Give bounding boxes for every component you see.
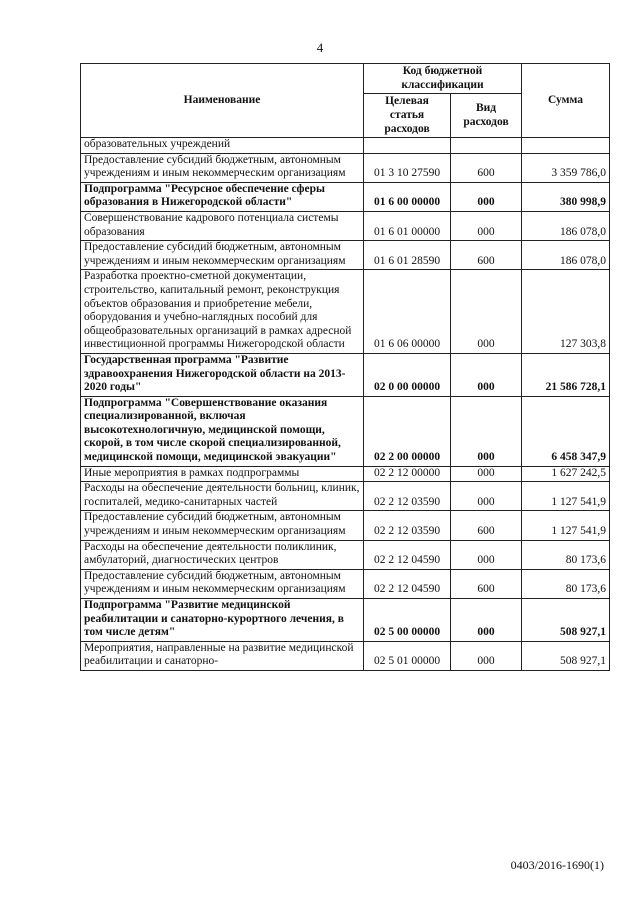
- row-sum-cell: 1 127 541,9: [522, 511, 610, 540]
- row-code-cell: 02 2 12 00000: [364, 466, 451, 482]
- row-type-cell: 600: [451, 569, 522, 598]
- table-row: [81, 270, 610, 354]
- row-sum-cell: 1 127 541,9: [522, 482, 610, 511]
- row-type-cell: 000: [451, 182, 522, 211]
- row-code-cell: 02 2 00 00000: [364, 396, 451, 466]
- row-type-cell: 600: [451, 153, 522, 182]
- row-type-cell: 000: [451, 641, 522, 670]
- row-sum-cell: 186 078,0: [522, 211, 610, 240]
- row-code-cell: 02 2 12 03590: [364, 511, 451, 540]
- row-code-cell: 02 2 12 04590: [364, 540, 451, 569]
- row-sum-cell: 508 927,1: [522, 641, 610, 670]
- budget-table: [80, 63, 610, 671]
- row-sum-cell: 127 303,8: [522, 270, 610, 354]
- table-row: [81, 241, 610, 270]
- row-name-cell: Предоставление субсидий бюджетным, автономным учреждениям и иным некоммерческим организациям: [81, 511, 364, 540]
- row-code-cell: 02 2 12 04590: [364, 569, 451, 598]
- table-row: [81, 540, 610, 569]
- row-code-cell: [364, 138, 451, 154]
- row-name-cell: Предоставление субсидий бюджетным, автономным учреждениям и иным некоммерческим организациям: [81, 569, 364, 598]
- row-code-cell: 02 5 01 00000: [364, 641, 451, 670]
- row-sum-cell: 380 998,9: [522, 182, 610, 211]
- table-row: [81, 466, 610, 482]
- header-name: Наименование: [81, 64, 364, 138]
- row-sum-cell: 186 078,0: [522, 241, 610, 270]
- row-sum-cell: 80 173,6: [522, 569, 610, 598]
- header-target-article: Целевая статья расходов: [364, 94, 451, 138]
- row-sum-cell: 21 586 728,1: [522, 353, 610, 396]
- row-type-cell: [451, 138, 522, 154]
- row-type-cell: 000: [451, 353, 522, 396]
- row-name-cell: Разработка проектно-сметной документации, строительство, капитальный ремонт, реконструкция объектов образования и приобретение мебели, оборудования и учебно-наглядных пособий для общеобразовательных организаций в рамках адресной инвестиционной программы Нижегородской области: [81, 270, 364, 354]
- row-code-cell: 01 6 01 28590: [364, 241, 451, 270]
- row-name-cell: Расходы на обеспечение деятельности больниц, клиник, госпиталей, медико-санитарных частей: [81, 482, 364, 511]
- table-row: [81, 182, 610, 211]
- row-sum-cell: 3 359 786,0: [522, 153, 610, 182]
- row-name-cell: Расходы на обеспечение деятельности поликлиник, амбулаторий, диагностических центров: [81, 540, 364, 569]
- table-row: [81, 396, 610, 466]
- row-type-cell: 000: [451, 466, 522, 482]
- table-row: [81, 353, 610, 396]
- row-type-cell: 000: [451, 396, 522, 466]
- row-name-cell: Предоставление субсидий бюджетным, автономным учреждениям и иным некоммерческим организациям: [81, 153, 364, 182]
- row-type-cell: 600: [451, 241, 522, 270]
- row-code-cell: 02 2 12 03590: [364, 482, 451, 511]
- row-name-cell: Предоставление субсидий бюджетным, автономным учреждениям и иным некоммерческим организациям: [81, 241, 364, 270]
- page-number: 4: [316, 40, 324, 55]
- table-row: [81, 138, 610, 154]
- row-type-cell: 000: [451, 599, 522, 642]
- row-name-cell: Подпрограмма "Развитие медицинской реабилитации и санаторно-курортного лечения, в том числе детям": [81, 599, 364, 642]
- row-name-cell: Мероприятия, направленные на развитие медицинской реабилитации и санаторно-: [81, 641, 364, 670]
- table-row: [81, 482, 610, 511]
- row-type-cell: 000: [451, 540, 522, 569]
- row-sum-cell: 1 627 242,5: [522, 466, 610, 482]
- row-name-cell: Подпрограмма "Совершенствование оказания специализированной, включая высокотехнологичную, медицинской помощи, скорой, в том числе скорой специализированной, медицинской помощи, медицинской эвакуации": [81, 396, 364, 466]
- row-code-cell: 01 6 01 00000: [364, 211, 451, 240]
- header-expense-type: Вид расходов: [451, 94, 522, 138]
- row-code-cell: 01 3 10 27590: [364, 153, 451, 182]
- table-row: [81, 569, 610, 598]
- row-sum-cell: 6 458 347,9: [522, 396, 610, 466]
- table-row: [81, 153, 610, 182]
- table-body: [81, 138, 610, 671]
- row-name-cell: Иные мероприятия в рамках подпрограммы: [81, 466, 364, 482]
- row-sum-cell: [522, 138, 610, 154]
- row-code-cell: 02 5 00 00000: [364, 599, 451, 642]
- row-type-cell: 600: [451, 511, 522, 540]
- row-code-cell: 02 0 00 00000: [364, 353, 451, 396]
- document-reference: 0403/2016-1690(1): [510, 858, 604, 872]
- row-type-cell: 000: [451, 482, 522, 511]
- header-sum: Сумма: [522, 64, 610, 138]
- row-name-cell: Государственная программа "Развитие здравоохранения Нижегородской области на 2013-2020 годы": [81, 353, 364, 396]
- row-name-cell: образовательных учреждений: [81, 138, 364, 154]
- table-row: [81, 211, 610, 240]
- row-name-cell: Подпрограмма "Ресурсное обеспечение сферы образования в Нижегородской области": [81, 182, 364, 211]
- table-row: [81, 641, 610, 670]
- header-budget-code: Код бюджетной классификации: [364, 64, 522, 94]
- row-code-cell: 01 6 06 00000: [364, 270, 451, 354]
- row-name-cell: Совершенствование кадрового потенциала системы образования: [81, 211, 364, 240]
- row-sum-cell: 508 927,1: [522, 599, 610, 642]
- row-code-cell: 01 6 00 00000: [364, 182, 451, 211]
- header-row: [81, 64, 610, 94]
- row-type-cell: 000: [451, 211, 522, 240]
- row-sum-cell: 80 173,6: [522, 540, 610, 569]
- table-row: [81, 511, 610, 540]
- row-type-cell: 000: [451, 270, 522, 354]
- table-row: [81, 599, 610, 642]
